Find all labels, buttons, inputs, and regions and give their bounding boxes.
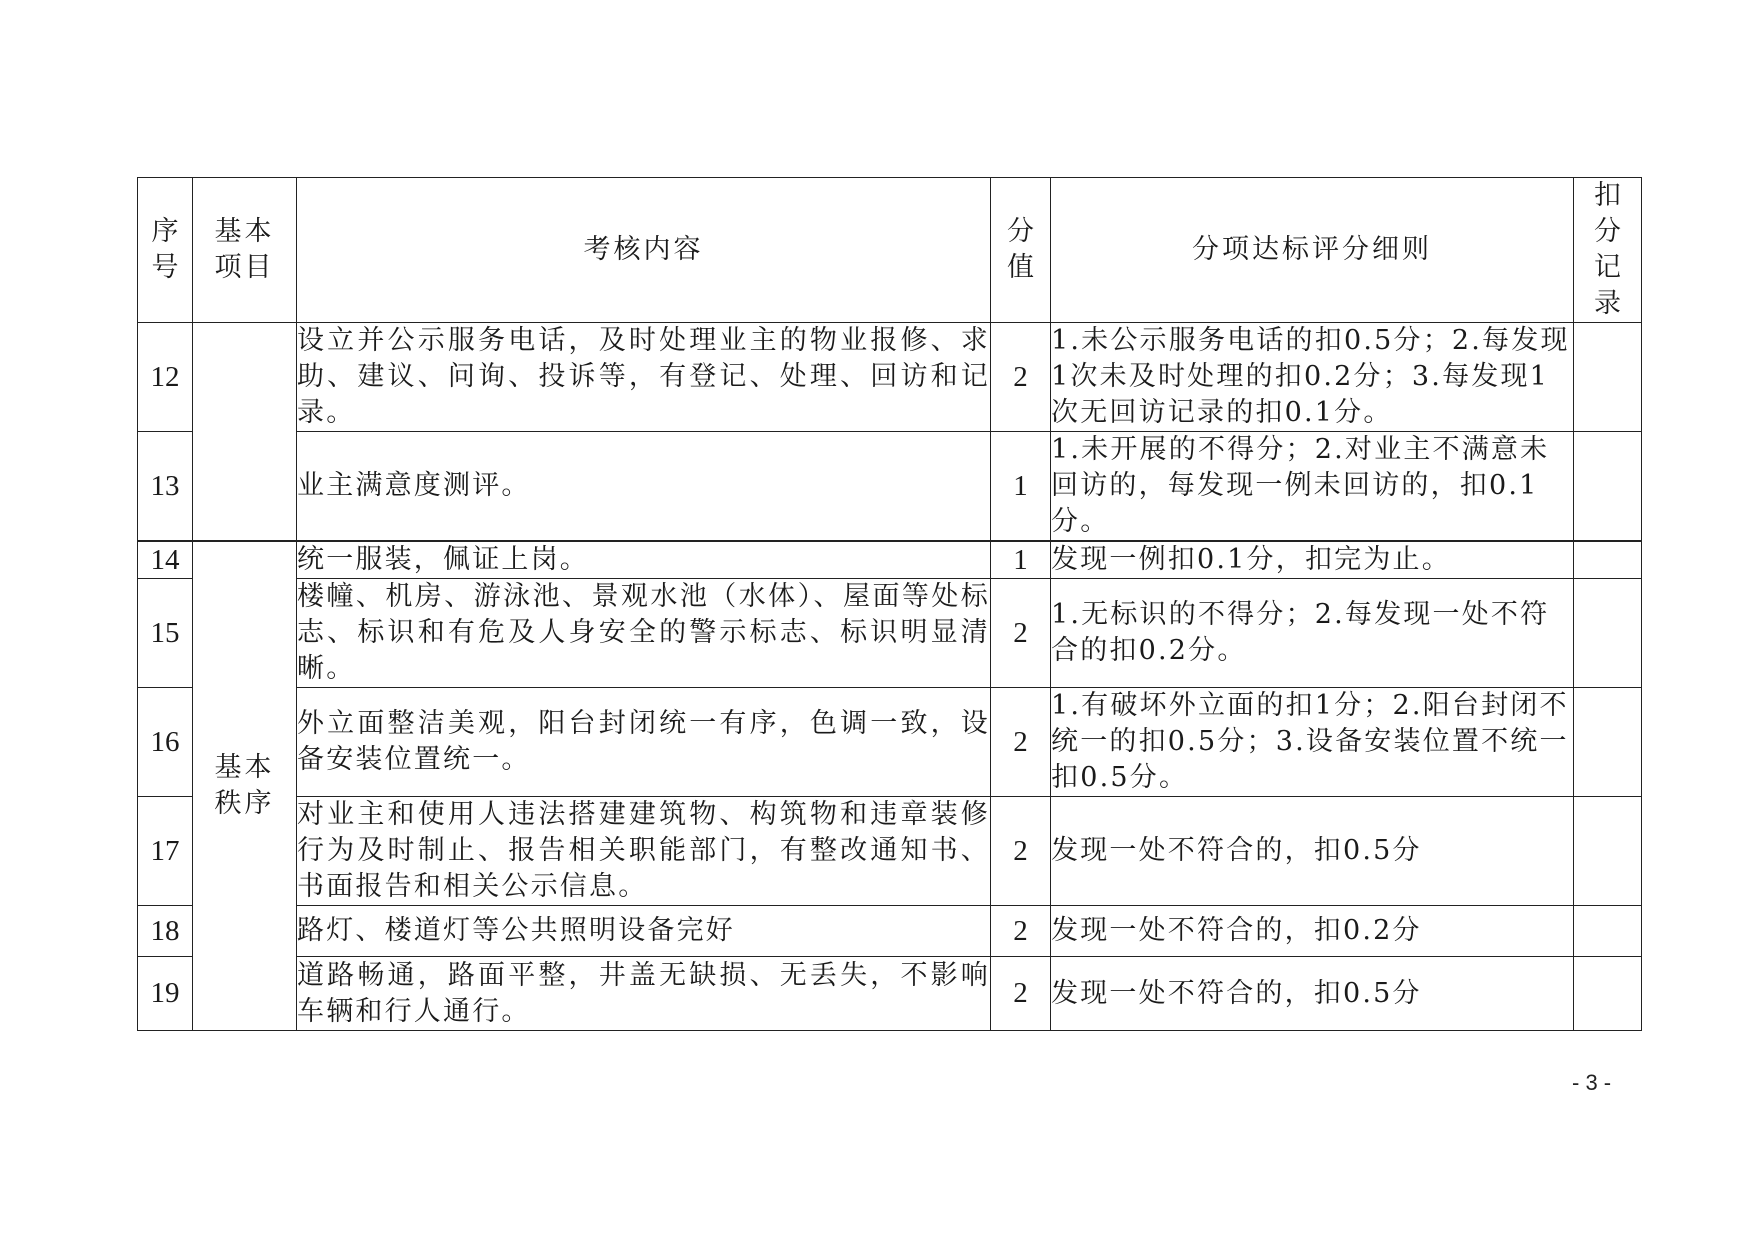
- row-content: 道路畅通，路面平整，井盖无缺损、无丢失，不影响车辆和行人通行。: [297, 957, 991, 1031]
- row-score: 2: [991, 323, 1051, 432]
- row-score: 1: [991, 541, 1051, 579]
- row-rule: 1.未开展的不得分；2.对业主不满意未回访的，每发现一例未回访的，扣0.1分。: [1051, 432, 1574, 542]
- row-content: 业主满意度测评。: [297, 432, 991, 542]
- row-score: 2: [991, 957, 1051, 1031]
- row-seq: 17: [138, 797, 193, 906]
- row-deduct[interactable]: [1574, 579, 1642, 688]
- row-deduct[interactable]: [1574, 797, 1642, 906]
- table-header-row: [138, 178, 1642, 323]
- header-deduct: 扣 分 记 录: [1574, 178, 1642, 323]
- table-row: [138, 323, 1642, 432]
- row-rule: 发现一处不符合的，扣0.5分: [1051, 797, 1574, 906]
- row-content: 统一服装，佩证上岗。: [297, 541, 991, 579]
- row-rule: 1.无标识的不得分；2.每发现一处不符合的扣0.2分。: [1051, 579, 1574, 688]
- row-deduct[interactable]: [1574, 323, 1642, 432]
- header-rule: 分项达标评分细则: [1051, 178, 1574, 323]
- row-rule: 发现一例扣0.1分，扣完为止。: [1051, 541, 1574, 579]
- row-seq: 14: [138, 541, 193, 579]
- row-deduct[interactable]: [1574, 541, 1642, 579]
- row-seq: 15: [138, 579, 193, 688]
- table-row: [138, 579, 1642, 688]
- header-seq: 序 号: [138, 178, 193, 323]
- row-rule: 发现一处不符合的，扣0.2分: [1051, 906, 1574, 957]
- row-deduct[interactable]: [1574, 688, 1642, 797]
- row-content: 路灯、楼道灯等公共照明设备完好: [297, 906, 991, 957]
- row-rule: 发现一处不符合的，扣0.5分: [1051, 957, 1574, 1031]
- table-row: [138, 797, 1642, 906]
- table-row: [138, 432, 1642, 542]
- row-content: 对业主和使用人违法搭建建筑物、构筑物和违章装修行为及时制止、报告相关职能部门，有整改通知书、书面报告和相关公示信息。: [297, 797, 991, 906]
- row-seq: 12: [138, 323, 193, 432]
- header-score: 分 值: [991, 178, 1051, 323]
- row-seq: 18: [138, 906, 193, 957]
- row-rule: 1.有破坏外立面的扣1分；2.阳台封闭不统一的扣0.5分；3.设备安装位置不统一扣0.5分。: [1051, 688, 1574, 797]
- row-seq: 13: [138, 432, 193, 542]
- row-deduct[interactable]: [1574, 432, 1642, 542]
- category-cell: 基本 秩序: [193, 541, 297, 1031]
- row-score: 1: [991, 432, 1051, 542]
- row-score: 2: [991, 797, 1051, 906]
- table-row: [138, 957, 1642, 1031]
- row-seq: 16: [138, 688, 193, 797]
- row-content: 楼幢、机房、游泳池、景观水池（水体）、屋面等处标志、标识和有危及人身安全的警示标志、标识明显清晰。: [297, 579, 991, 688]
- row-content: 外立面整洁美观，阳台封闭统一有序，色调一致，设备安装位置统一。: [297, 688, 991, 797]
- row-seq: 19: [138, 957, 193, 1031]
- row-rule: 1.未公示服务电话的扣0.5分；2.每发现1次未及时处理的扣0.2分；3.每发现1次无回访记录的扣0.1分。: [1051, 323, 1574, 432]
- row-deduct[interactable]: [1574, 906, 1642, 957]
- table-row: [138, 688, 1642, 797]
- row-score: 2: [991, 579, 1051, 688]
- table-row: [138, 906, 1642, 957]
- header-item: 基本 项目: [193, 178, 297, 323]
- row-content: 设立并公示服务电话，及时处理业主的物业报修、求助、建议、问询、投诉等，有登记、处理、回访和记录。: [297, 323, 991, 432]
- row-deduct[interactable]: [1574, 957, 1642, 1031]
- row-score: 2: [991, 906, 1051, 957]
- scoring-table: [137, 177, 1642, 1031]
- page-number: - 3 -: [1572, 1070, 1612, 1095]
- table-row: [138, 541, 1642, 579]
- category-cell: [193, 323, 297, 542]
- row-score: 2: [991, 688, 1051, 797]
- header-content: 考核内容: [297, 178, 991, 323]
